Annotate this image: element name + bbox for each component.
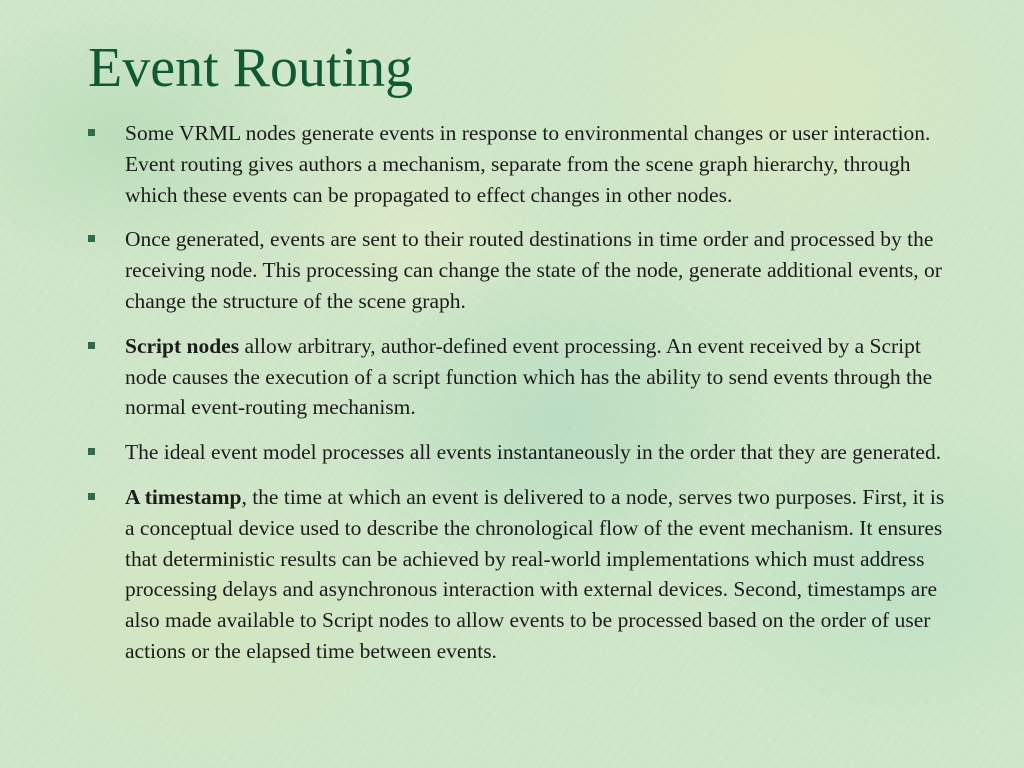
bullet-item xyxy=(88,224,948,316)
bullet-item xyxy=(88,331,948,423)
bullet-item xyxy=(88,437,948,468)
bullet-text: The ideal event model processes all events instantaneously in the order that they are generated. xyxy=(125,440,942,465)
square-bullet-icon xyxy=(88,129,95,136)
slide-title: Event Routing xyxy=(88,37,414,99)
square-bullet-icon xyxy=(88,448,95,455)
bullet-text: allow arbitrary, author-defined event processing. An event received by a Script node causes the execution of a script function which has the ability to send events through the normal event-routing mechanism. xyxy=(125,333,933,420)
bullet-text: Once generated, events are sent to their routed destinations in time order and processed by the receiving node. This processing can change the state of the node, generate additional events, or change the structure of the scene graph. xyxy=(125,227,942,313)
square-bullet-icon xyxy=(88,493,95,500)
bullet-text: Some VRML nodes generate events in response to environmental changes or user interaction. Event routing gives authors a mechanism, separate from the scene graph hierarchy, through which these events can be propagated to effect changes in other nodes. xyxy=(125,121,931,207)
bullet-bold-text: A timestamp xyxy=(125,484,242,509)
square-bullet-icon xyxy=(88,342,95,349)
bullet-list xyxy=(88,118,948,681)
bullet-item xyxy=(88,118,948,210)
bullet-item xyxy=(88,482,948,667)
square-bullet-icon xyxy=(88,235,95,242)
bullet-text: , the time at which an event is delivered to a node, serves two purposes. First, it is a conceptual device used to describe the chronological flow of the event mechanism. It ensures that deterministic results can be achieved by real-world implementations which must address processing delays and asynchronous interaction with external devices. Second, timestamps are also made available to Script nodes to allow events to be processed based on the order of user actions or the elapsed time between events. xyxy=(125,484,945,663)
bullet-bold-text: Script nodes xyxy=(125,333,240,358)
